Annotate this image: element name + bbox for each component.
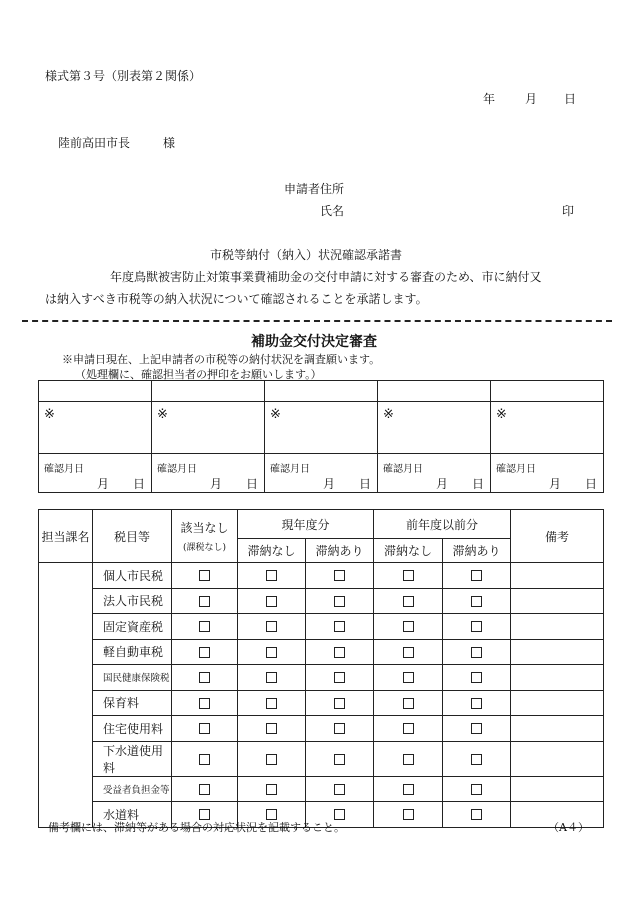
checkbox-current-no-arrears[interactable] — [266, 596, 277, 607]
confirm-month-label: 月 — [323, 477, 336, 491]
checkbox-previous-arrears-cell — [443, 776, 511, 802]
checkbox-previous-no-arrears-cell — [374, 802, 443, 828]
tax-item-name: 法人市民税 — [93, 588, 172, 614]
checkbox-current-no-arrears[interactable] — [266, 647, 277, 658]
checkbox-not-applicable-cell — [172, 563, 238, 589]
stamp-header-cell — [39, 381, 152, 402]
checkbox-previous-no-arrears-cell — [374, 665, 443, 691]
review-title: 補助金交付決定審査 — [251, 334, 377, 350]
checkbox-current-no-arrears[interactable] — [266, 784, 277, 795]
confirm-date-cell[interactable] — [39, 454, 152, 493]
remarks-cell[interactable] — [511, 588, 604, 614]
review-note-1: ※申請日現在、上記申請者の市税等の納付状況を調査願います。 — [62, 353, 381, 366]
checkbox-previous-no-arrears[interactable] — [403, 723, 414, 734]
header-item: 税目等 — [93, 510, 172, 563]
checkbox-previous-arrears-cell — [443, 802, 511, 828]
checkbox-not-applicable-cell — [172, 741, 238, 776]
checkbox-current-arrears[interactable] — [334, 570, 345, 581]
tax-item-name: 受益者負担金等 — [93, 776, 172, 802]
checkbox-not-applicable[interactable] — [199, 621, 210, 632]
stamp-cell[interactable] — [491, 402, 604, 454]
checkbox-not-applicable-cell — [172, 716, 238, 742]
stamp-mark: ※ — [383, 407, 394, 422]
checkbox-current-arrears[interactable] — [334, 723, 345, 734]
confirm-date-label: 確認月日 — [270, 464, 310, 475]
checkbox-previous-no-arrears-cell — [374, 716, 443, 742]
header-current-arrears: 滞納あり — [306, 539, 374, 563]
checkbox-not-applicable-cell — [172, 639, 238, 665]
stamp-mark: ※ — [270, 407, 281, 422]
checkbox-current-arrears-cell — [306, 716, 374, 742]
confirm-month-label: 月 — [549, 477, 562, 491]
checkbox-not-applicable[interactable] — [199, 647, 210, 658]
remarks-cell[interactable] — [511, 716, 604, 742]
footer-note: 備考欄には、滞納等がある場合の対応状況を記載すること。 — [48, 821, 345, 834]
confirm-month-label: 月 — [436, 477, 449, 491]
checkbox-previous-no-arrears[interactable] — [403, 621, 414, 632]
remarks-cell[interactable] — [511, 776, 604, 802]
checkbox-current-no-arrears[interactable] — [266, 754, 277, 765]
checkbox-previous-no-arrears-cell — [374, 588, 443, 614]
checkbox-current-no-arrears-cell — [238, 716, 306, 742]
checkbox-previous-no-arrears[interactable] — [403, 809, 414, 820]
checkbox-previous-no-arrears-cell — [374, 776, 443, 802]
checkbox-previous-no-arrears-cell — [374, 741, 443, 776]
checkbox-current-no-arrears[interactable] — [266, 723, 277, 734]
checkbox-current-arrears-cell — [306, 614, 374, 640]
remarks-cell[interactable] — [511, 563, 604, 589]
confirm-day-label: 日 — [471, 477, 484, 491]
checkbox-previous-arrears[interactable] — [471, 698, 482, 709]
addressee-honorific: 様 — [163, 136, 176, 150]
checkbox-previous-arrears-cell — [443, 639, 511, 665]
date-year-label: 年 — [483, 92, 496, 106]
stamp-cell[interactable] — [152, 402, 265, 454]
checkbox-previous-arrears[interactable] — [471, 723, 482, 734]
confirm-day-label: 日 — [584, 477, 597, 491]
checkbox-current-arrears-cell — [306, 563, 374, 589]
checkbox-current-arrears[interactable] — [334, 647, 345, 658]
tax-item-name: 水道料 — [93, 802, 172, 828]
stamp-header-cell — [378, 381, 491, 402]
header-current-year: 現年度分 — [238, 510, 374, 539]
header-remarks: 備考 — [511, 510, 604, 563]
confirm-date-cell[interactable] — [152, 454, 265, 493]
checkbox-current-arrears-cell — [306, 588, 374, 614]
table-row — [39, 639, 604, 665]
tax-item-name: 下水道使用料 — [93, 741, 172, 776]
checkbox-previous-no-arrears-cell — [374, 690, 443, 716]
checkbox-not-applicable-cell — [172, 588, 238, 614]
checkbox-previous-no-arrears[interactable] — [403, 672, 414, 683]
checkbox-current-no-arrears[interactable] — [266, 570, 277, 581]
remarks-cell[interactable] — [511, 639, 604, 665]
checkbox-previous-no-arrears-cell — [374, 563, 443, 589]
date-month-label: 月 — [525, 92, 538, 106]
tax-item-name: 住宅使用料 — [93, 716, 172, 742]
checkbox-current-no-arrears-cell — [238, 665, 306, 691]
checkbox-previous-arrears[interactable] — [471, 596, 482, 607]
checkbox-current-arrears[interactable] — [334, 672, 345, 683]
checkbox-previous-arrears[interactable] — [471, 672, 482, 683]
checkbox-not-applicable[interactable] — [199, 754, 210, 765]
checkbox-current-no-arrears-cell — [238, 639, 306, 665]
table-row — [39, 776, 604, 802]
checkbox-previous-no-arrears[interactable] — [403, 647, 414, 658]
checkbox-previous-no-arrears[interactable] — [403, 596, 414, 607]
stamp-header-cell — [152, 381, 265, 402]
table-row — [39, 716, 604, 742]
remarks-cell[interactable] — [511, 665, 604, 691]
paper-size-label: （A４） — [548, 821, 589, 834]
checkbox-previous-arrears-cell — [443, 563, 511, 589]
confirm-date-cell[interactable] — [378, 454, 491, 493]
confirmation-grid — [38, 380, 604, 493]
remarks-cell[interactable] — [511, 614, 604, 640]
checkbox-previous-arrears[interactable] — [471, 647, 482, 658]
checkbox-previous-no-arrears[interactable] — [403, 570, 414, 581]
checkbox-previous-no-arrears-cell — [374, 614, 443, 640]
confirm-date-cell[interactable] — [265, 454, 378, 493]
checkbox-not-applicable-cell — [172, 690, 238, 716]
stamp-cell[interactable] — [39, 402, 152, 454]
consent-title: 市税等納付（納入）状況確認承諾書 — [210, 248, 403, 262]
tax-item-name: 固定資産税 — [93, 614, 172, 640]
table-row — [39, 665, 604, 691]
checkbox-previous-arrears-cell — [443, 716, 511, 742]
checkbox-not-applicable[interactable] — [199, 784, 210, 795]
table-row — [39, 741, 604, 776]
consent-line-1: 年度鳥獣被害防止対策事業費補助金の交付申請に対する審査のため、市に納付又 — [110, 270, 542, 284]
stamp-mark: ※ — [44, 407, 55, 422]
checkbox-previous-no-arrears[interactable] — [403, 784, 414, 795]
checkbox-previous-arrears[interactable] — [471, 570, 482, 581]
form-number: 様式第３号（別表第２関係） — [45, 69, 202, 83]
header-previous-years: 前年度以前分 — [374, 510, 511, 539]
table-row — [39, 588, 604, 614]
consent-line-2: は納入すべき市税等の納入状況について確認されることを承諾します。 — [45, 292, 428, 306]
header-previous-no-arrears: 滞納なし — [374, 539, 443, 563]
checkbox-current-arrears-cell — [306, 776, 374, 802]
checkbox-current-arrears[interactable] — [334, 754, 345, 765]
stamp-cell[interactable] — [265, 402, 378, 454]
confirm-day-label: 日 — [358, 477, 371, 491]
confirm-month-label: 月 — [97, 477, 110, 491]
checkbox-previous-arrears[interactable] — [471, 754, 482, 765]
checkbox-previous-no-arrears[interactable] — [403, 754, 414, 765]
checkbox-current-no-arrears-cell — [238, 690, 306, 716]
confirm-date-label: 確認月日 — [157, 464, 197, 475]
stamp-mark: ※ — [496, 407, 507, 422]
remarks-cell[interactable] — [511, 690, 604, 716]
header-not-applicable-sub: (課税なし) — [182, 543, 227, 553]
addressee: 陸前高田市長 — [58, 136, 131, 150]
header-not-applicable-label: 該当なし — [180, 521, 229, 535]
checkbox-current-no-arrears[interactable] — [266, 672, 277, 683]
stamp-mark: ※ — [157, 407, 168, 422]
checkbox-previous-no-arrears-cell — [374, 639, 443, 665]
checkbox-current-arrears[interactable] — [334, 784, 345, 795]
checkbox-current-no-arrears-cell — [238, 614, 306, 640]
confirm-day-label: 日 — [245, 477, 258, 491]
stamp-header-cell — [491, 381, 604, 402]
applicant-address-label: 申請者住所 — [284, 182, 345, 196]
header-dept: 担当課名 — [39, 510, 93, 563]
checkbox-current-arrears-cell — [306, 741, 374, 776]
checkbox-not-applicable-cell — [172, 776, 238, 802]
checkbox-previous-arrears-cell — [443, 588, 511, 614]
header-previous-arrears: 滞納あり — [443, 539, 511, 563]
checkbox-current-arrears-cell — [306, 690, 374, 716]
checkbox-current-arrears-cell — [306, 639, 374, 665]
checkbox-current-no-arrears-cell — [238, 563, 306, 589]
checkbox-current-no-arrears-cell — [238, 741, 306, 776]
checkbox-not-applicable[interactable] — [199, 570, 210, 581]
checkbox-previous-arrears-cell — [443, 665, 511, 691]
tax-item-name: 保育料 — [93, 690, 172, 716]
remarks-cell[interactable] — [511, 741, 604, 776]
checkbox-previous-arrears[interactable] — [471, 784, 482, 795]
checkbox-current-arrears-cell — [306, 665, 374, 691]
tax-item-name: 国民健康保険税 — [93, 665, 172, 691]
checkbox-previous-arrears-cell — [443, 690, 511, 716]
dept-name-cell[interactable] — [39, 563, 93, 828]
checkbox-previous-arrears[interactable] — [471, 809, 482, 820]
checkbox-not-applicable-cell — [172, 614, 238, 640]
header-not-applicable — [172, 510, 238, 563]
checkbox-current-no-arrears[interactable] — [266, 698, 277, 709]
table-row — [39, 614, 604, 640]
confirm-date-cell[interactable] — [491, 454, 604, 493]
checkbox-previous-arrears-cell — [443, 614, 511, 640]
checkbox-not-applicable[interactable] — [199, 596, 210, 607]
checkbox-current-arrears[interactable] — [334, 596, 345, 607]
checkbox-not-applicable[interactable] — [199, 672, 210, 683]
table-row — [39, 690, 604, 716]
date-day-label: 日 — [564, 92, 577, 106]
checkbox-current-no-arrears-cell — [238, 588, 306, 614]
checkbox-previous-arrears[interactable] — [471, 621, 482, 632]
checkbox-not-applicable[interactable] — [199, 723, 210, 734]
confirm-month-label: 月 — [210, 477, 223, 491]
checkbox-current-no-arrears-cell — [238, 776, 306, 802]
checkbox-previous-no-arrears[interactable] — [403, 698, 414, 709]
applicant-name-label: 氏名 — [320, 204, 345, 218]
confirm-day-label: 日 — [132, 477, 145, 491]
checkbox-previous-arrears-cell — [443, 741, 511, 776]
tax-item-name: 軽自動車税 — [93, 639, 172, 665]
stamp-header-cell — [265, 381, 378, 402]
seal-label: 印 — [562, 204, 575, 218]
checkbox-current-arrears[interactable] — [334, 621, 345, 632]
tax-status-table — [38, 509, 604, 828]
checkbox-current-arrears[interactable] — [334, 698, 345, 709]
review-note-2: （処理欄に、確認担当者の押印をお願いします。） — [75, 368, 322, 381]
confirm-date-label: 確認月日 — [44, 464, 84, 475]
cut-line — [22, 320, 612, 322]
checkbox-not-applicable-cell — [172, 665, 238, 691]
confirm-date-label: 確認月日 — [496, 464, 536, 475]
tax-item-name: 個人市民税 — [93, 563, 172, 589]
stamp-cell[interactable] — [378, 402, 491, 454]
checkbox-not-applicable[interactable] — [199, 698, 210, 709]
table-row — [39, 563, 604, 589]
header-current-no-arrears: 滞納なし — [238, 539, 306, 563]
confirm-date-label: 確認月日 — [383, 464, 423, 475]
checkbox-current-no-arrears[interactable] — [266, 621, 277, 632]
